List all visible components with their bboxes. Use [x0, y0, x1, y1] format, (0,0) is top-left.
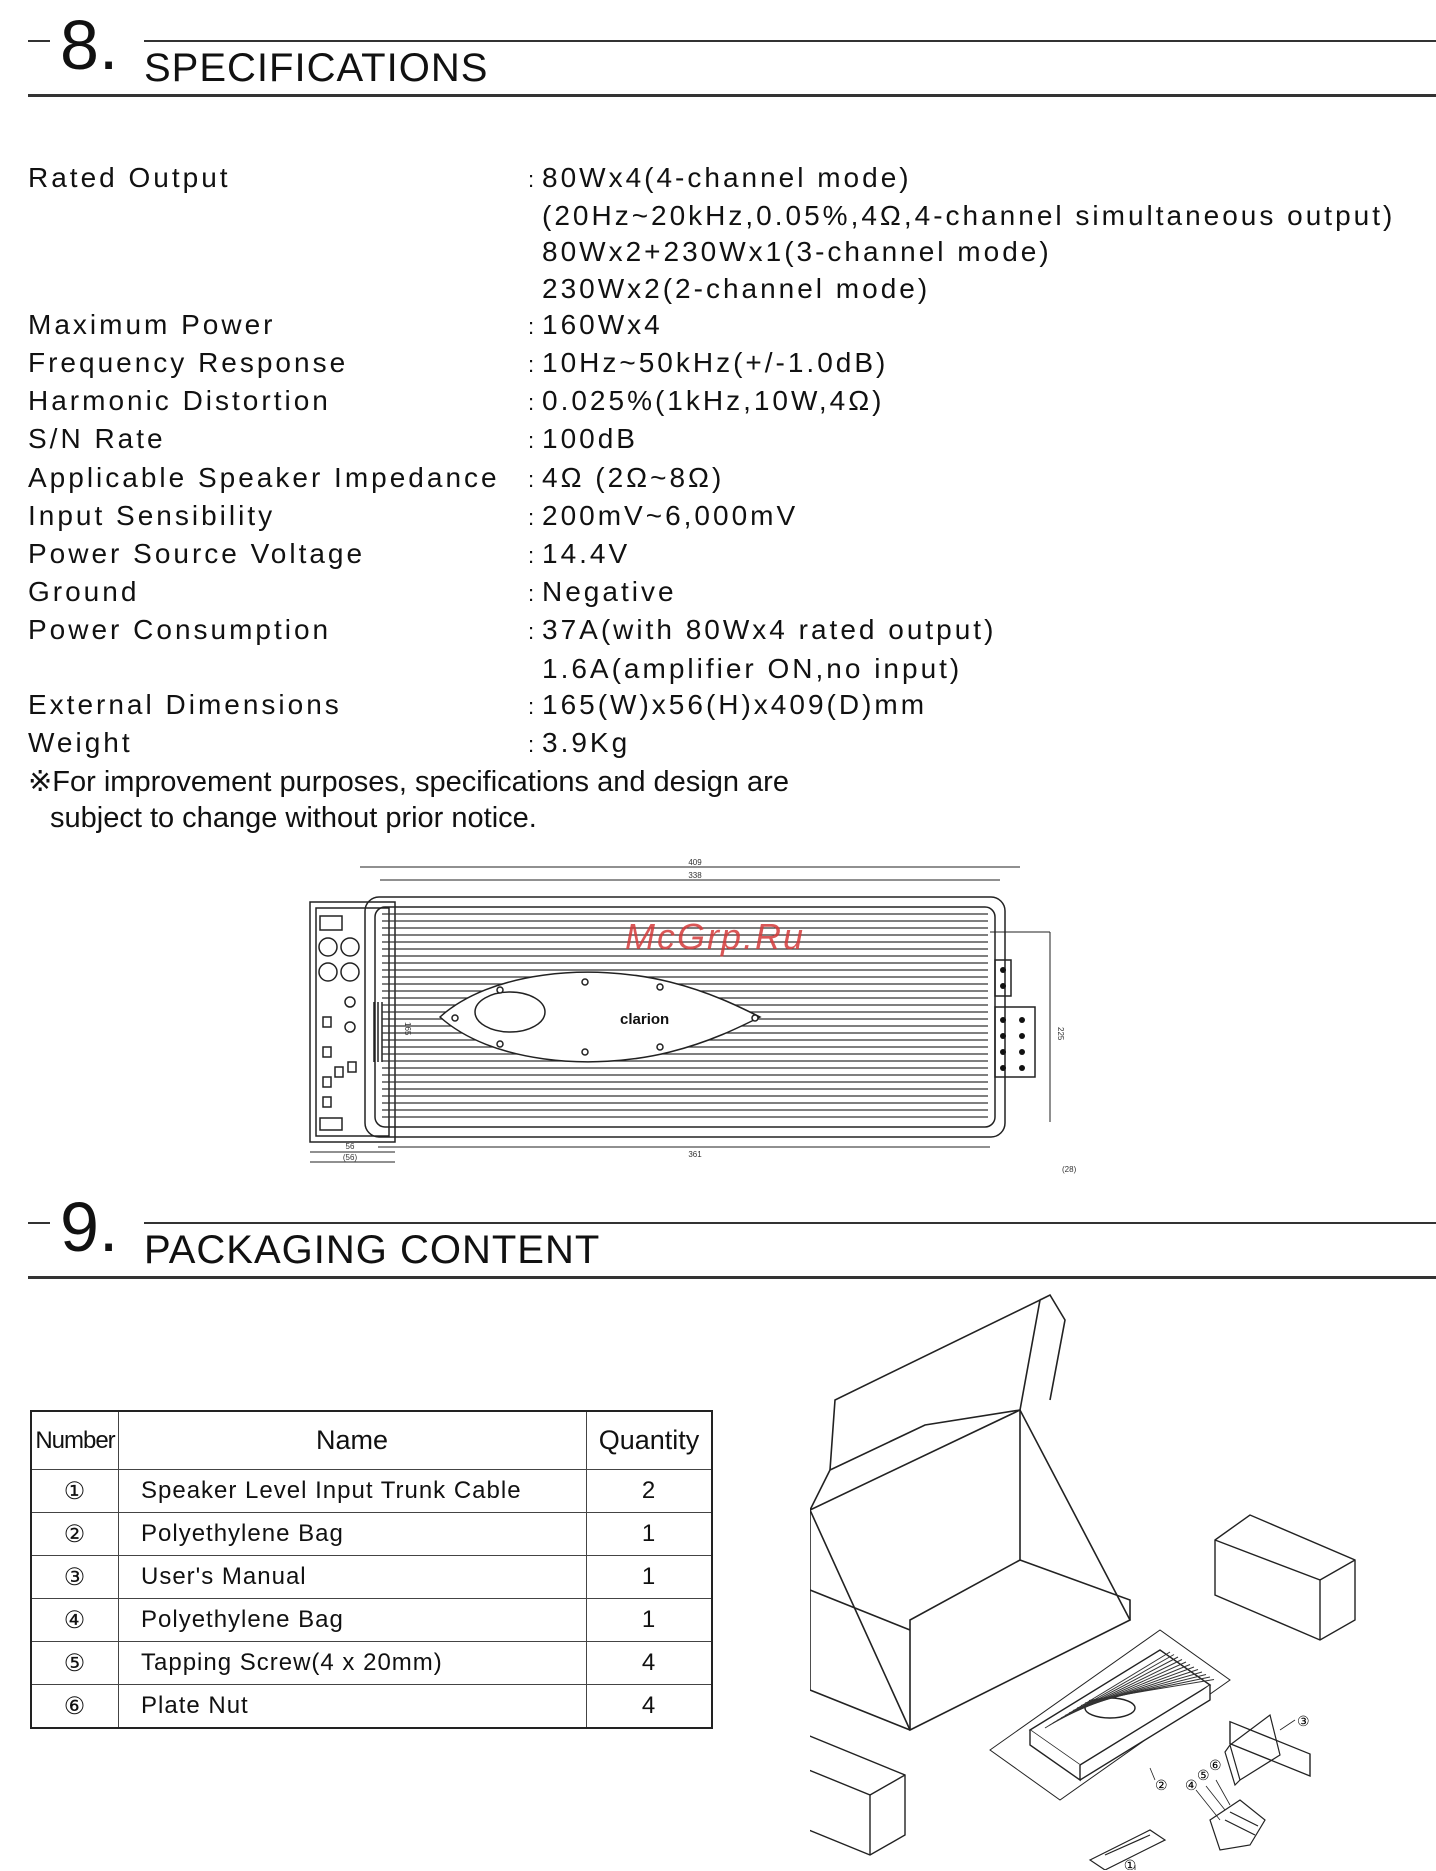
logo-plate: [440, 972, 760, 1062]
spec-separator: :: [528, 581, 538, 607]
spec-separator: :: [528, 504, 538, 530]
spec-value-line: [528, 234, 1395, 270]
spec-value-line: [528, 383, 885, 421]
table-row: [31, 1470, 712, 1513]
spec-value: 230Wx2(2-channel mode): [542, 272, 931, 304]
dimension-label: (28): [1062, 1165, 1077, 1174]
carton-box: [810, 1295, 1130, 1730]
cell-quantity: 1: [587, 1599, 713, 1642]
section-number: 9.: [60, 1188, 119, 1266]
spec-value-line: [528, 198, 1395, 234]
spec-label: Ground: [28, 576, 140, 608]
spec-value-line: [528, 612, 996, 650]
spec-value: (20Hz~20kHz,0.05%,4Ω,4-channel simultaneous output): [542, 200, 1396, 232]
spec-row: [28, 687, 1395, 725]
spec-value: 10Hz~50kHz(+/-1.0dB): [542, 347, 889, 379]
spec-row: [28, 345, 1395, 383]
spec-separator: :: [528, 693, 538, 719]
spec-value-line: [528, 421, 638, 459]
spec-value-line: [528, 687, 927, 725]
spec-value: 3.9Kg: [542, 727, 631, 759]
spec-value: 200mV~6,000mV: [542, 499, 799, 531]
amplifier-side-view: [310, 902, 395, 1162]
cell-quantity: 1: [587, 1556, 713, 1599]
spec-values: [528, 612, 996, 686]
spec-separator: :: [528, 390, 538, 416]
spec-label: Maximum Power: [28, 308, 276, 340]
spec-values: [528, 725, 630, 763]
section-heading-packaging: [28, 1188, 1436, 1272]
spec-value: 0.025%(1kHz,10W,4Ω): [542, 385, 885, 417]
dimension-label: 225: [1056, 1027, 1065, 1041]
section-number: 8.: [60, 6, 119, 84]
section-title: SPECIFICATIONS: [144, 46, 489, 90]
cell-name: Tapping Screw(4 x 20mm): [119, 1642, 587, 1685]
foam-insert-right: [1215, 1515, 1355, 1776]
spec-value: Negative: [542, 576, 677, 608]
cell-name: User's Manual: [119, 1556, 587, 1599]
spec-values: [528, 687, 927, 725]
spec-values: [528, 345, 888, 383]
column-header-name: Name: [119, 1411, 587, 1470]
dimension-label: 409: [688, 858, 702, 867]
section-title: PACKAGING CONTENT: [144, 1228, 601, 1272]
spec-values: [528, 574, 677, 612]
spec-label: External Dimensions: [28, 688, 342, 720]
spec-separator: :: [528, 543, 538, 569]
column-header-number: Number: [31, 1411, 119, 1470]
callout-label: ⑤: [1197, 1767, 1210, 1783]
callout-label: ②: [1155, 1777, 1168, 1793]
packaging-content-table: [30, 1410, 713, 1729]
notice-line: subject to change without prior notice.: [50, 802, 537, 834]
table-row: [31, 1642, 712, 1685]
spec-value-line: [528, 307, 663, 345]
amplifier-in-bag: [990, 1630, 1230, 1800]
spec-value: 160Wx4: [542, 308, 663, 340]
amplifier-dimension-diagram: [290, 852, 1100, 1182]
spec-row: [28, 383, 1395, 421]
spec-values: [528, 383, 885, 421]
change-notice: [28, 764, 789, 836]
dimension-label: (56): [342, 1153, 358, 1162]
table-row: [31, 1685, 712, 1729]
spec-separator: :: [528, 619, 538, 645]
heading-rule: [28, 1276, 1436, 1279]
cell-name: Polyethylene Bag: [119, 1513, 587, 1556]
spec-values: [528, 307, 663, 345]
spec-separator: :: [528, 167, 538, 192]
spec-value-line: [528, 536, 630, 574]
spec-label: S/N Rate: [28, 423, 166, 455]
dimension-label: 56: [345, 1142, 355, 1151]
callout-lines: [1135, 1720, 1295, 1870]
cell-number: ④: [31, 1599, 119, 1642]
foam-insert-left: [810, 1730, 905, 1855]
brand-logo: clarion: [620, 1011, 670, 1028]
spec-separator: :: [528, 313, 538, 339]
spec-label: Applicable Speaker Impedance: [28, 461, 500, 493]
spec-value: 1.6A(amplifier ON,no input): [542, 652, 963, 684]
table-header-row: [31, 1411, 712, 1470]
cell-number: ①: [31, 1470, 119, 1513]
terminal-screws: [1000, 967, 1025, 1071]
spec-label: Power Source Voltage: [28, 538, 366, 570]
heading-rule: [28, 40, 50, 42]
watermark: McGrp.Ru: [625, 916, 806, 957]
spec-label: Input Sensibility: [28, 499, 276, 531]
spec-values: [528, 498, 798, 536]
table-row: [31, 1513, 712, 1556]
table-row: [31, 1556, 712, 1599]
spec-value: 80Wx2+230Wx1(3-channel mode): [542, 236, 1052, 268]
spec-row: [28, 498, 1395, 536]
spec-value-line: [528, 725, 630, 763]
spec-values: [528, 160, 1395, 307]
spec-value-line: [528, 651, 996, 687]
spec-values: [528, 536, 630, 574]
heading-rule: [144, 40, 1436, 42]
packaging-illustration: [810, 1290, 1370, 1870]
spec-row: [28, 725, 1395, 763]
callout-label: ④: [1185, 1777, 1198, 1793]
spec-row: [28, 160, 1395, 307]
spec-value: 80Wx4(4-channel mode): [542, 162, 912, 193]
cell-number: ⑤: [31, 1642, 119, 1685]
spec-separator: :: [528, 428, 538, 454]
callout-label: ①: [1123, 1857, 1137, 1870]
spec-separator: :: [528, 732, 538, 758]
column-header-quantity: Quantity: [587, 1411, 713, 1470]
cell-quantity: 1: [587, 1513, 713, 1556]
cell-name: Speaker Level Input Trunk Cable: [119, 1470, 587, 1513]
spec-row: [28, 574, 1395, 612]
spec-value: 4Ω (2Ω~8Ω): [542, 461, 725, 493]
cell-number: ②: [31, 1513, 119, 1556]
section-heading-specifications: [28, 6, 1436, 90]
dimension-label: 361: [688, 1150, 702, 1159]
callout-label: ③: [1297, 1713, 1310, 1729]
spec-value-line: [528, 160, 1395, 198]
cell-name: Plate Nut: [119, 1685, 587, 1729]
callout-label: ⑥: [1209, 1757, 1222, 1773]
heading-rule: [28, 94, 1436, 97]
spec-value-line: [528, 574, 677, 612]
table-row: [31, 1599, 712, 1642]
cell-number: ③: [31, 1556, 119, 1599]
specifications-list: [28, 160, 1395, 763]
cell-quantity: 2: [587, 1470, 713, 1513]
dimension-label: 338: [688, 871, 702, 880]
spec-row: [28, 421, 1395, 459]
spec-row: [28, 460, 1395, 498]
cell-name: Polyethylene Bag: [119, 1599, 587, 1642]
cell-quantity: 4: [587, 1685, 713, 1729]
spec-value: 165(W)x56(H)x409(D)mm: [542, 688, 928, 720]
spec-values: [528, 460, 724, 498]
spec-label: Rated Output: [28, 162, 231, 193]
spec-value: 100dB: [542, 423, 638, 455]
spec-label: Weight: [28, 727, 133, 759]
heading-rule: [28, 1222, 50, 1224]
spec-value-line: [528, 460, 724, 498]
spec-separator: :: [528, 466, 538, 492]
screws-and-nuts: [1210, 1800, 1265, 1850]
heading-rule: [144, 1222, 1436, 1224]
spec-separator: :: [528, 352, 538, 378]
dimension-label: 165: [403, 1022, 412, 1036]
cell-quantity: 4: [587, 1642, 713, 1685]
spec-row: [28, 307, 1395, 345]
notice-line: ※For improvement purposes, specifications and design are: [28, 766, 789, 798]
spec-row: [28, 536, 1395, 574]
spec-value-line: [528, 271, 1395, 307]
spec-values: [528, 421, 638, 459]
spec-value-line: [528, 498, 798, 536]
spec-label: Power Consumption: [28, 614, 332, 646]
spec-label: Frequency Response: [28, 347, 349, 379]
cell-number: ⑥: [31, 1685, 119, 1729]
spec-row: [28, 612, 1395, 686]
spec-label: Harmonic Distortion: [28, 385, 331, 417]
spec-value-line: [528, 345, 888, 383]
spec-value: 37A(with 80Wx4 rated output): [542, 614, 997, 646]
users-manual: [1225, 1715, 1280, 1785]
spec-value: 14.4V: [542, 538, 631, 570]
